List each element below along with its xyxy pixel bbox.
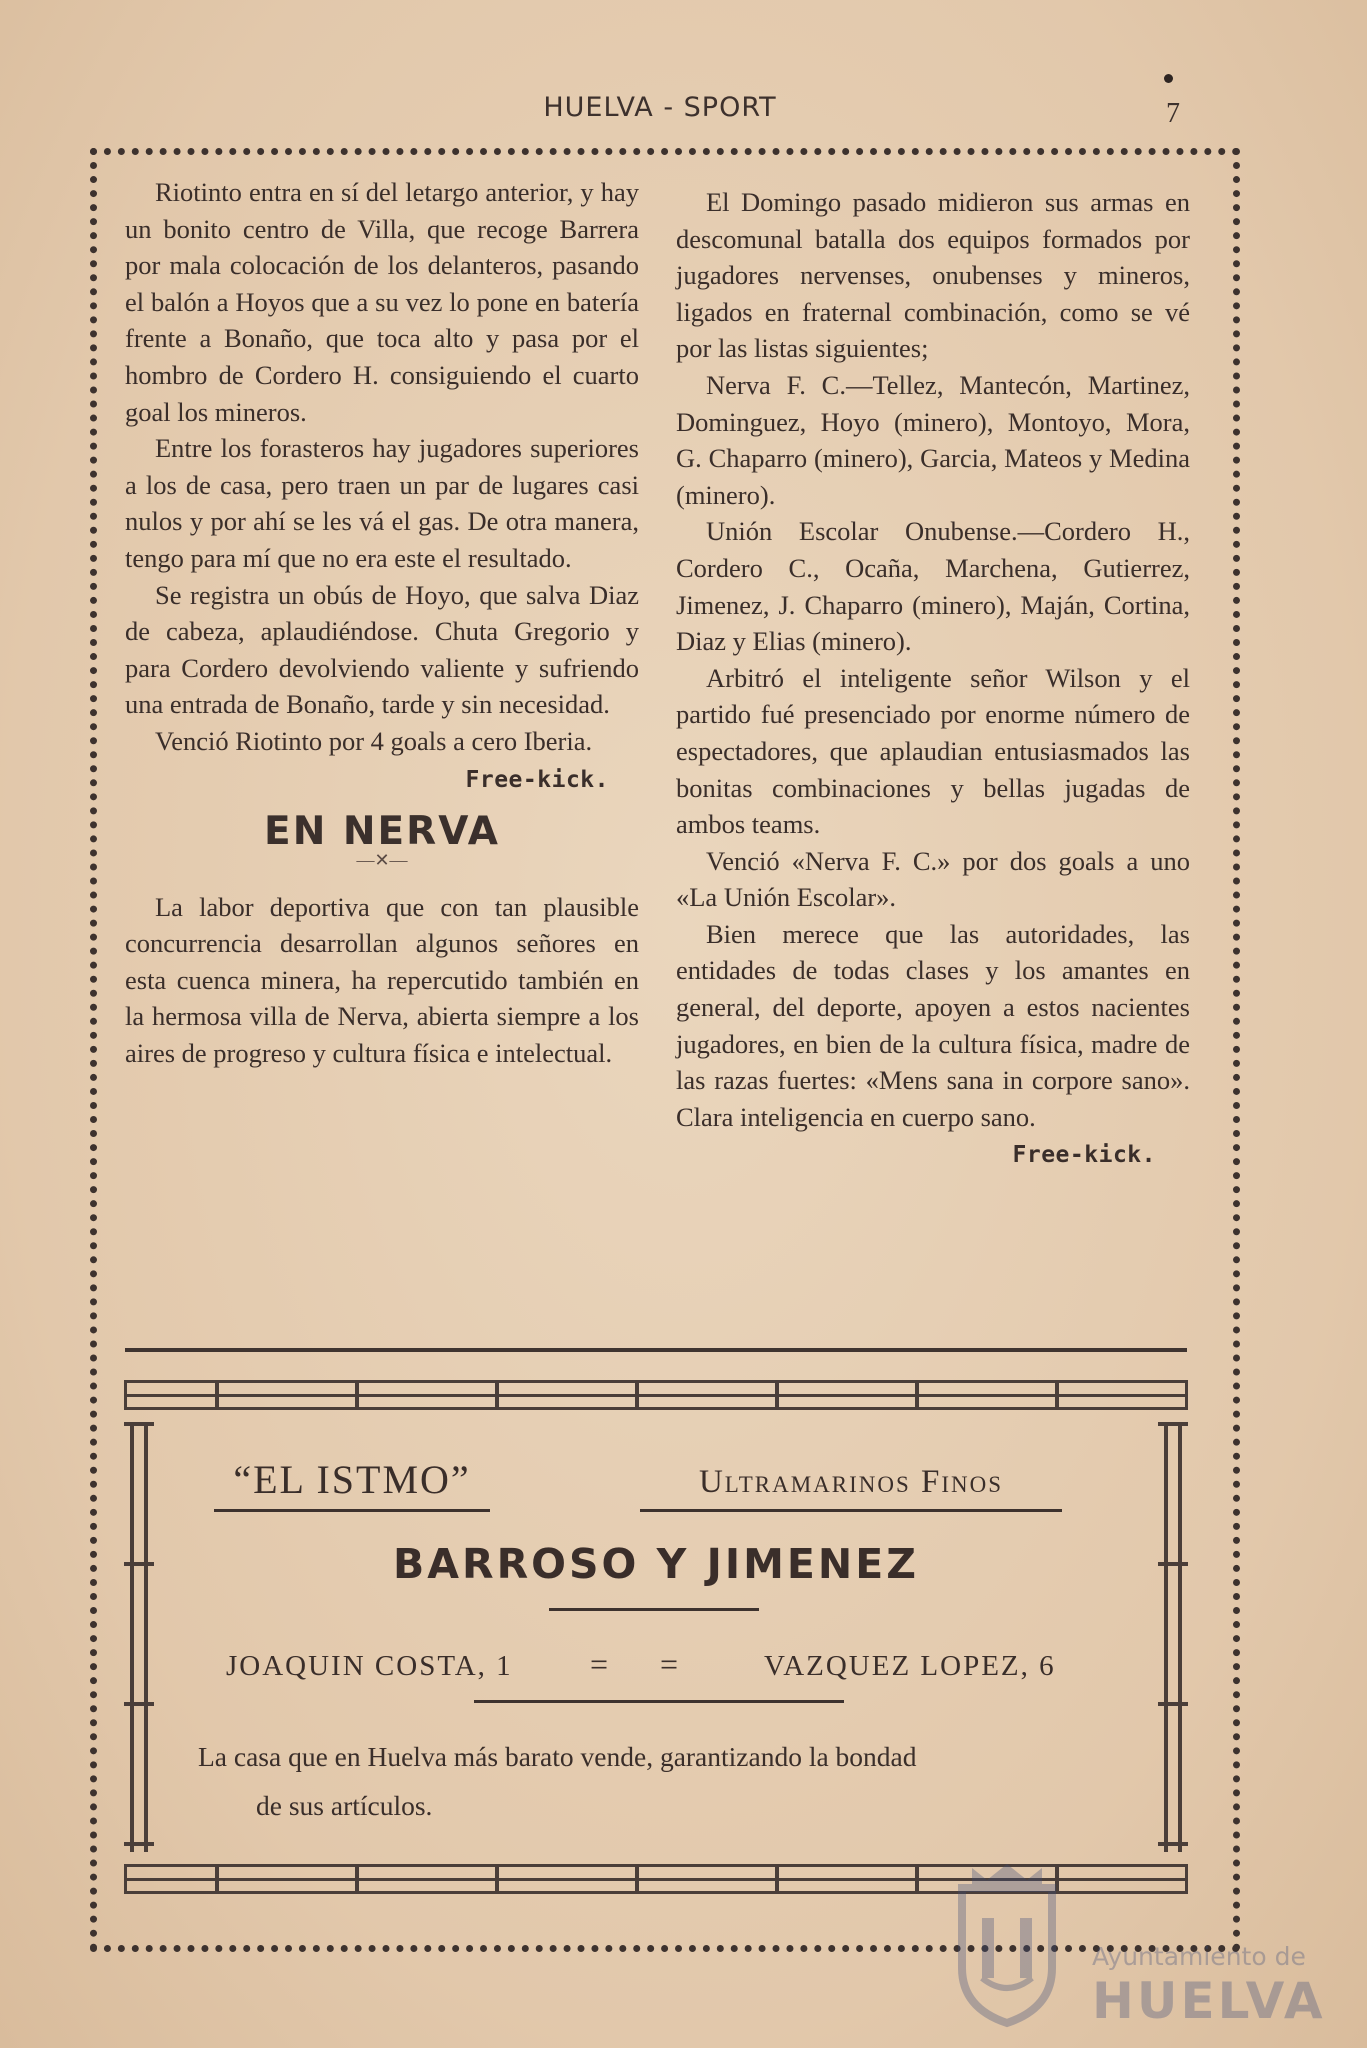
section-heading: EN NERVA bbox=[264, 809, 500, 855]
article-divider bbox=[125, 1348, 1187, 1352]
ad-slogan bbox=[198, 1732, 1138, 1830]
advertisement-box bbox=[124, 1380, 1188, 1894]
ad-address-left: JOAQUIN COSTA, 1 bbox=[226, 1650, 513, 1682]
ad-slogan-line: La casa que en Huelva más barato vende, garantizando la bondad bbox=[198, 1741, 917, 1772]
article-paragraph: Venció «Nerva F. C.» por dos goals a uno «La Unión Escolar». bbox=[676, 845, 1190, 913]
ad-rule bbox=[474, 1700, 844, 1703]
right-column bbox=[676, 184, 1190, 1174]
ad-company-name: BARROSO Y JIMENEZ bbox=[393, 1540, 919, 1588]
ad-slogan-line: de sus artículos. bbox=[256, 1790, 433, 1821]
watermark-text-big: HUELVA bbox=[1092, 1972, 1326, 2030]
ad-address-separator: = = bbox=[590, 1646, 701, 1682]
left-column bbox=[125, 174, 639, 1072]
ornamental-border-left bbox=[124, 1422, 154, 1852]
article-paragraph: Entre los forasteros hay jugadores superiores a los de casa, pero traen un par de lugares casi nulos y por ahí se les vá el gas. De otra manera, tengo para mí que no era este el resultado. bbox=[125, 433, 639, 573]
page-number: 7 bbox=[1166, 98, 1180, 129]
ad-store-type: Ultramarinos Finos bbox=[640, 1464, 1062, 1512]
article-paragraph: Arbitró el inteligente señor Wilson y el partido fué presenciado por enorme número de espectadores, que aplaudian entusiasmados las bonitas combinaciones y bellas jugadas de ambos teams. bbox=[676, 662, 1190, 840]
ornamental-border-top bbox=[124, 1380, 1188, 1410]
team-list-nerva: Nerva F. C.—Tellez, Mantecón, Martinez, Dominguez, Hoyo (minero), Montoyo, Mora, G. Chaparro (minero), Garcia, Mateos y Medina (minero). bbox=[676, 369, 1190, 510]
article-paragraph: Se registra un obús de Hoyo, que salva Diaz de cabeza, aplaudiéndose. Chuta Gregorio y para Cordero devolviendo valiente y sufriendo una entrada de Bonaño, tarde y sin necesidad. bbox=[125, 579, 639, 720]
page-header-title: HUELVA - SPORT bbox=[543, 92, 777, 123]
section-ornament: —✕— bbox=[356, 849, 408, 870]
article-signature: Free-kick. bbox=[465, 766, 609, 793]
team-list-union-escolar: Unión Escolar Onubense.—Cordero H., Cordero C., Ocaña, Marchena, Gutierrez, Jimenez, J. Chaparro (minero), Maján, Cortina, Diaz y Elias (minero). bbox=[676, 516, 1190, 657]
article-signature: Free-kick. bbox=[1012, 1142, 1156, 1169]
article-paragraph: Venció Riotinto por 4 goals a cero Iberia. bbox=[155, 725, 593, 756]
article-paragraph: Riotinto entra en sí del letargo anterior, y hay un bonito centro de Villa, que recoge Barrera por mala colocación de los delanteros, pasando el balón a Hoyos que a su vez lo pone en batería frente a Bonaño, que toca alto y pasa por el hombro de Cordero H. consiguiendo el cuarto goal los mineros. bbox=[125, 177, 639, 427]
ink-dot bbox=[1164, 74, 1173, 83]
crest-icon bbox=[952, 1858, 1062, 2028]
article-paragraph: El Domingo pasado midieron sus armas en descomunal batalla dos equipos formados por jugadores nervenses, onubenses y mineros, ligados en fraternal combinación, como se vé por las listas siguientes; bbox=[676, 187, 1190, 364]
ornamental-border-right bbox=[1158, 1422, 1188, 1852]
article-paragraph: La labor deportiva que con tan plausible concurrencia desarrollan algunos señores en esta cuenca minera, ha repercutido también en la hermosa villa de Nerva, abierta siempre a los aires de progreso y cultura física e intelectual. bbox=[125, 891, 639, 1069]
article-paragraph: Bien merece que las autoridades, las entidades de todas clases y los amantes en general, del deporte, apoyen a estos nacientes jugadores, en bien de la cultura física, madre de las razas fuertes: «Mens sana in corpore sano». Clara inteligencia en cuerpo sano. bbox=[676, 918, 1190, 1132]
ad-store-name: “EL ISTMO” bbox=[214, 1456, 490, 1512]
watermark-text-small: Ayuntamiento de bbox=[1092, 1942, 1306, 1971]
ad-address-right: VAZQUEZ LOPEZ, 6 bbox=[764, 1650, 1056, 1682]
ayuntamiento-watermark bbox=[952, 1848, 1326, 2038]
ad-rule bbox=[549, 1608, 759, 1611]
